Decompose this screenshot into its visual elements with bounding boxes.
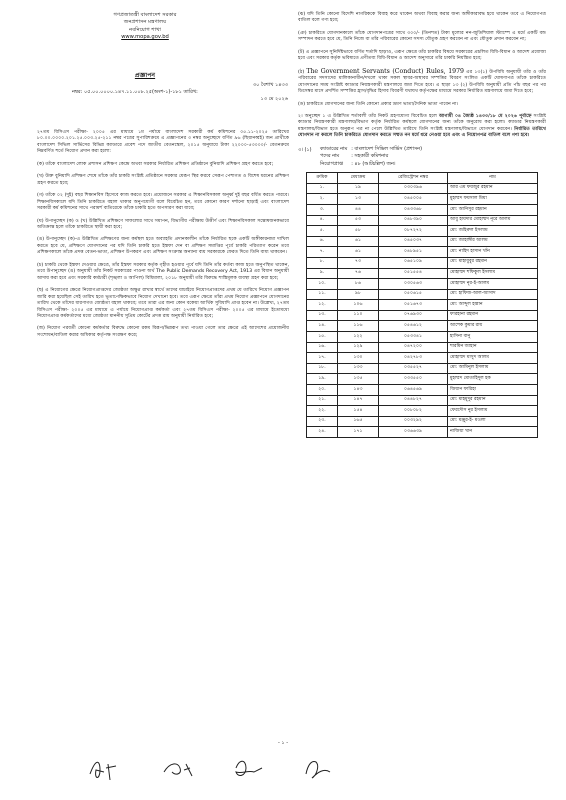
table-row xyxy=(307,289,538,300)
cell-merit: ৫৮ xyxy=(338,226,379,237)
letterhead xyxy=(0,12,290,42)
appointee-table xyxy=(306,172,538,438)
table-row xyxy=(307,257,538,268)
signature-mark xyxy=(306,762,330,779)
cell-serial: ৪. xyxy=(307,215,338,226)
joining-text-2: সংশ্লিষ্ট ক্যাডার নিয়ন্ত্রণকারী মন্ত্রণালয়/বিভাগ কর্তৃক নির্ধারিত কর্মস্থলে যোগদানের জন্য তাঁকে অনুরোধ করা হলো। ক্যাডার নিয়ন্ত্রণকারী মন্ত্রণালয়/বিভাগ হতে অনুরূপ পত্র না পেলে উল্লিখিত তারিখে তিনি সংশ্লিষ্ট মন্ত্রণালয়/বিভাগে যোগদান করবেন। xyxy=(298,113,546,132)
cell-serial: ৯. xyxy=(307,268,338,279)
cell-merit: ৮৬ xyxy=(338,279,379,290)
cell-name: হাসিনা বানু xyxy=(448,332,538,343)
cell-registration: ০৪২৭৮৩ xyxy=(379,353,448,364)
condition-jha: (ঝ) যদি তিনি কোনো বিদেশি নাগরিককে বিবাহ করে থাকেন অথবা বিবাহ করার জন্য অঙ্গীকারাবদ্ধ হয়ে থাকেন তবে এ নিয়োগপত্র বাতিল বলে গণ্য হবে; xyxy=(298,12,546,24)
post-info-label: পদের নাম xyxy=(320,153,340,160)
cell-registration: ০৪৩৩৬৮ xyxy=(379,204,448,215)
bengali-date: ৩০ বৈশাখ ১৪৩৩ xyxy=(252,82,288,88)
condition-gha: (ঘ) উপানুচ্ছেদ (ক) ও (খ) উল্লিখিত প্রশিক্ষণে সাফল্যের সাথে সমাপন, বিভাগীয় পরীক্ষায় উত্তীর্ণ এবং শিক্ষানবিসকাল সন্তোষজনকভাবে অতিক্রান্ত হলে তাঁকে চাকরিতে স্থায়ী করা হবে; xyxy=(37,218,289,230)
header-merit: মেধাক্রম xyxy=(338,173,379,184)
cell-serial: ২১. xyxy=(307,395,338,406)
cell-serial: ৭. xyxy=(307,247,338,258)
condition-ka: (ক) তাঁকে বাংলাদেশ লোক প্রশাসন প্রশিক্ষণ কেন্দ্রে অথবা সরকার নির্ধারিত প্রশিক্ষণ প্রতিষ্ঠানে বুনিয়াদি প্রশিক্ষণ গ্রহণ করতে হবে; xyxy=(37,161,274,167)
post-info-value: : বাংলাদেশ সিভিল সার্ভিস (প্রশাসন) xyxy=(351,145,423,152)
condition-tha xyxy=(298,69,546,96)
cell-serial: ৩. xyxy=(307,204,338,215)
cell-merit: ১৫৪ xyxy=(338,406,379,417)
cell-name: জিয়ান ফারিহা xyxy=(448,385,538,396)
post-info-label: ক্যাডারের নাম xyxy=(320,145,348,152)
post-info-row xyxy=(320,153,426,160)
cell-serial: ১৮. xyxy=(307,363,338,374)
condition-da: (ড) চাকরিতে যোগদানের জন্য তিনি কোনো প্রকার ভ্রমণ ভাতা/দৈনিক ভাতা পাবেন না। xyxy=(298,101,459,107)
post-info-row xyxy=(320,161,426,168)
notification-caption: প্রজ্ঞাপন xyxy=(134,72,156,79)
cell-registration: ০৪৫০০৫ xyxy=(379,194,448,205)
cell-name: মোহাম্মদ নূর-ই-আলম xyxy=(448,279,538,290)
post-info-table xyxy=(320,146,426,168)
cell-registration: ০৮৭২৭২ xyxy=(379,226,448,237)
table-row xyxy=(307,353,538,364)
table-row xyxy=(307,395,538,406)
cell-name: নাজিয়া খান xyxy=(448,427,538,438)
cell-registration: ০৩৫৫২৭ xyxy=(379,363,448,374)
cell-name: আবু হায়দার মোহাম্মদ নূরে আলম xyxy=(448,215,538,226)
cell-merit: ৪৪ xyxy=(338,204,379,215)
cell-name: শারমিন জাহান xyxy=(448,342,538,353)
cell-name: ফেরদৌস নুর ইসলাম xyxy=(448,406,538,417)
cell-merit: ১৩৫ xyxy=(338,374,379,385)
table-row xyxy=(307,342,538,353)
cell-merit: ৬১ xyxy=(338,247,379,258)
post-info-block xyxy=(298,146,546,168)
cell-registration: ০৭৬৯৩০ xyxy=(379,310,448,321)
condition-nya: (ঞ) চাকরিতে যোগদানকালে তাঁকে যোগদানপত্রের সাথে ৩০০/- (তিনশত) টাকা মূল্যের নন-জুডিশিয়াল স্ট্যাম্পে এ মর্মে একটি বন্ড সম্পাদন করতে হবে যে, তিনি নিজে বা তাঁর পরিবারের কোনো সদস্য যৌতুক গ্রহণ করবেন না এবং যৌতুক প্রদান করবেন না; xyxy=(298,30,546,43)
cell-serial: ১০. xyxy=(307,279,338,290)
cell-name: ফারহানা রহমান xyxy=(448,310,538,321)
cell-serial: ১১. xyxy=(307,289,338,300)
header-registration: রেজিস্ট্রেশন নম্বর xyxy=(379,173,448,184)
cell-serial: ১৯. xyxy=(307,374,338,385)
cell-merit: ১১০ xyxy=(338,310,379,321)
cell-registration: ০৫৪৬১২ xyxy=(379,321,448,332)
joining-date: আগামী ০৪ জ্যৈষ্ঠ ১৪৩৩/১৮ মে ২০২৬ পূর্বাহ্নে xyxy=(438,113,532,119)
post-info-value: : সহকারী কমিশনার xyxy=(351,153,389,160)
cell-merit: ১৪৭ xyxy=(338,395,379,406)
cell-name: মো: আমিনুল ইসলাম xyxy=(448,363,538,374)
cell-serial: ১৬. xyxy=(307,342,338,353)
cell-registration: ০০৮০৮২ xyxy=(379,406,448,417)
cell-name: আর এম ফয়জুর রহমান xyxy=(448,183,538,194)
table-row xyxy=(307,226,538,237)
cell-name: মো: আব্দুল হান্নান xyxy=(448,300,538,311)
cell-serial: ৮. xyxy=(307,257,338,268)
post-info-label: নিয়োগপ্রাপ্ত xyxy=(320,160,343,167)
cell-registration: ০৪৫০৩৭ xyxy=(379,236,448,247)
cell-merit: ১৯ xyxy=(338,183,379,194)
cell-serial: ১৭. xyxy=(307,353,338,364)
cell-name: মো: জহিরুল ইসলাম xyxy=(448,226,538,237)
cell-registration: ০৪৪৮২৭ xyxy=(379,395,448,406)
section-name: নবনিয়োগ শাখা xyxy=(129,26,161,33)
table-row xyxy=(307,236,538,247)
header-name: নাম xyxy=(448,173,538,184)
cell-serial: ৫. xyxy=(307,226,338,237)
cell-serial: ২৩. xyxy=(307,416,338,427)
cell-merit: ১৩৩ xyxy=(338,363,379,374)
cell-name: মো: নাহিদ হাসান খাঁন xyxy=(448,247,538,258)
table-row xyxy=(307,310,538,321)
cell-name: মোহাম্মদ শফিকুল ইসলাম xyxy=(448,268,538,279)
cell-name: মো: মাহমুদুর রহমান xyxy=(448,395,538,406)
cell-name: মুহাম্মদ মোতাহিদুল হক xyxy=(448,374,538,385)
condition-ta: (ট) এ প্রজ্ঞাপনে সুনির্দিষ্টভাবে বর্ণিত শর্তাদি ছাড়াও, এরূপ ক্ষেত্রে তাঁর চাকরির বিষয়ে সরকারের প্রচলিত বিধি-বিধান ও আদেশ প্রযোজ্য হবে এবং সরকার কর্তৃক ভবিষ্যতে প্রণীতব্য বিধি-বিধান ও আদেশ অনুসারে তাঁর চাকরি নিয়ন্ত্রিত হবে; xyxy=(298,49,546,62)
table-body xyxy=(307,183,538,437)
cell-serial: ১৪. xyxy=(307,321,338,332)
cell-registration: ০৫১৬৭৩ xyxy=(379,300,448,311)
right-column xyxy=(298,12,546,438)
table-row xyxy=(307,332,538,343)
cell-merit: ১৬৫ xyxy=(338,416,379,427)
cell-registration: ০৩৬৬৩৯ xyxy=(379,427,448,438)
cell-serial: ২০. xyxy=(307,385,338,396)
table-row xyxy=(307,279,538,290)
cell-merit: ৯৮ xyxy=(338,289,379,300)
table-row xyxy=(307,406,538,417)
conduct-rules-title: The Government Servants (Conduct) Rules, 1979 xyxy=(306,67,464,75)
page-number: - ১ - xyxy=(277,740,289,746)
website-link[interactable]: www.mopa.gov.bd xyxy=(121,34,169,41)
table-row xyxy=(307,385,538,396)
cell-merit: ১২২ xyxy=(338,332,379,343)
cell-registration: ০৪৮৩৯০ xyxy=(379,215,448,226)
signature-mark xyxy=(236,761,262,775)
memo-date-block xyxy=(72,82,292,104)
condition-kha: (খ) উক্ত বুনিয়াদি প্রশিক্ষণ শেষে তাঁকে তাঁর চাকরি সংশ্লিষ্ট প্রতিষ্ঠানে সরকার যেরূপ স্থির করবে সেরূপ পেশাগত ও বিশেষ ধরনের প্রশিক্ষণ গ্রহণ করতে হবে; xyxy=(37,174,289,186)
condition-ga: (গ) তাঁকে ০২ (দুই) বছর শিক্ষানবিস হিসেবে কাজ করতে হবে। প্রয়োজনে সরকার এ শিক্ষানবিসকাল অনূর্ধ্ব দুই বছর বর্ধিত করতে পারবে। শিক্ষানবিসকালে যদি তিনি চাকরিতে বহাল থাকার অনুপযোগী বলে বিবেচিত হন, তবে কোনো কারণ দর্শানো ছাড়াই এবং বাংলাদেশ সরকারী কর্ম কমিশনের সাথে পরামর্শ ব্যতিরেকে তাঁকে চাকরি হতে অপসারণ করা যাবে; xyxy=(37,193,289,212)
cell-serial: ১৩. xyxy=(307,310,338,321)
table-row xyxy=(307,183,538,194)
condition-uo: (ঙ) উপানুচ্ছেদ (ক)-এ উল্লিখিত প্রশিক্ষণের জন্য কর্মস্থল হতে অব্যাহতি প্রদানকালীন তাঁকে নির্ধারিত ছকে একটি অঙ্গীকারনামা দাখিল করতে হবে যে, প্রশিক্ষণে যোগদানের পর যদি তিনি চাকরি হতে ইস্তফা দেন বা প্রশিক্ষণ সমাপ্তির পূর্বে চাকরি পরিত্যাগ করেন তবে প্রশিক্ষণকালে তাঁকে প্রদত্ত বেতন-ভাতা, প্রশিক্ষণ উপকরণ এবং প্রশিক্ষণ সংক্রান্ত অন্যান্য ব্যয় সরকারকে ফেরত দিতে তিনি বাধ্য থাকবেন। xyxy=(37,237,289,256)
cell-merit: ১৩০ xyxy=(338,353,379,364)
joining-warning: নির্ধারিত তারিখে যোগদান না করলে তিনি চাকরিতে যোগদান করতে সম্মত নন মর্মে ধরে নেওয়া হবে এবং এ নিয়োগপত্র বাতিল বলে গণ্য হবে। xyxy=(298,126,547,139)
table-row xyxy=(307,321,538,332)
government-name: গণপ্রজাতন্ত্রী বাংলাদেশ সরকার xyxy=(113,12,177,18)
cell-registration: ০৩০৫৬৩ xyxy=(379,279,448,290)
section-number: ৩। (১) xyxy=(298,146,312,153)
joining-text: ২। অনুচ্ছেদ ১ এ উল্লিখিত শর্তাবলী তাঁর নিকট গ্রহণযোগ্য বিবেচিত হলে xyxy=(298,113,439,119)
table-row xyxy=(307,268,538,279)
joining-paragraph xyxy=(298,114,546,140)
table-row xyxy=(307,427,538,438)
memo-number: নম্বর: ০৫.০০.০০০০.১৪৭.১১.০০৮.২৫(অংশ-১)-১৮১ তারিখ: xyxy=(72,89,198,96)
conduct-rules-text: এর ১৩(১) উপবিধি অনুযায়ী তাঁর ও তাঁর পরিবারের সদস্যদের মালিকানাধীন/দখলে থাকা সকল স্থাবর-অস্থাবর সম্পত্তির বিবরণ সংলিত একটি ঘোষণাপত্র তাঁকে চাকরিতে যোগদানের সময় সংশ্লিষ্ট ক্যাডার নিয়ন্ত্রণকারী মন্ত্রণালয়ে জমা দিতে হবে। এ ছাড়া ১৩ (২) উপবিধি অনুযায়ী প্রতি পাঁচ বছর পর পর ডিসেম্বর মাসে প্রদর্শিত সম্পত্তির হ্রাস/বৃদ্ধির হিসাব বিবরণী যথাযথ কর্তৃপক্ষের মাধ্যমে সরকার নির্ধারিত মন্ত্রণালয়ে জমা দিতে হবে; xyxy=(298,69,546,95)
cell-merit: ৬১ xyxy=(338,236,379,247)
cell-serial: ৬. xyxy=(307,236,338,247)
cell-serial: ১. xyxy=(307,183,338,194)
table-row xyxy=(307,204,538,215)
cell-name: মুহাম্মদ ফয়সাল মিয়া xyxy=(448,194,538,205)
condition-ja: (জ) নিয়োগ পরবর্তী কোনো কর্মকর্তার বিরুদ্ধে কোনো রকম বিরূপ/ভিন্নরূপ তথ্য পাওয়া গেলে তার ক্ষেত্রে এই আদেশের প্রয়োজনীয় সংশোধন/বাতিল করার অধিকার কর্তৃপক্ষ সংরক্ষণ করে; xyxy=(37,326,289,338)
cell-serial: ২২. xyxy=(307,406,338,417)
cell-merit: ১৩ xyxy=(338,194,379,205)
cell-registration: ০৪৮৯৫১ xyxy=(379,247,448,258)
cell-serial: ২. xyxy=(307,194,338,205)
cell-merit: ৭৬ xyxy=(338,268,379,279)
cell-registration: ০৪৭২০০ xyxy=(379,342,448,353)
cell-merit: ১৪৩ xyxy=(338,385,379,396)
cell-registration: ০৬৫১০৯ xyxy=(379,257,448,268)
cell-registration: ০৩৩৫৫০ xyxy=(379,374,448,385)
cell-registration: ০৫৩৩৪১ xyxy=(379,332,448,343)
post-info-value: : ৪৮ (আটচল্লিশ) জন। xyxy=(351,160,396,167)
initials-signatures xyxy=(86,750,346,786)
table-row xyxy=(307,374,538,385)
cell-name: মো: আনিসুর রহমান xyxy=(448,204,538,215)
table-row xyxy=(307,194,538,205)
cell-registration: ০৬৪৫৬৯ xyxy=(379,385,448,396)
cell-merit: ৭৩ xyxy=(338,257,379,268)
cell-name: আশেক কুমার রায় xyxy=(448,321,538,332)
signature-mark xyxy=(164,764,192,776)
cell-name: মো: মঞ্জুর-ই- মওলা xyxy=(448,416,538,427)
cell-registration: ০৫০৬১৫ xyxy=(379,289,448,300)
cell-merit: ৫৩ xyxy=(338,215,379,226)
cell-name: মো: হাফিজ-আল-আসাদ xyxy=(448,289,538,300)
cell-registration: ০৫১৫৫৪ xyxy=(379,268,448,279)
table-header-row xyxy=(307,173,538,184)
table-row xyxy=(307,247,538,258)
table-row xyxy=(307,215,538,226)
table-row xyxy=(307,363,538,374)
condition-chha: (ছ) এ নিয়োগের ক্ষেত্রে নিয়োগপ্রাপ্তদের জ্যেষ্ঠতা অক্ষুণ্ণ রাখার স্বার্থে তাদের যাচাইয়ে নিয়োগপ্রাপ্তদের প্রথম যে তারিখে নিয়োগ প্রজ্ঞাপন জারি করা হয়েছিল সেই তারিখ হতে ভূতাপেক্ষিকভাবে নিয়োগ দেখানো হবে। তবে এরূপ ক্ষেত্রে তাঁরা প্রথম নিয়োগ প্রজ্ঞাপনে যোগদানের তারিখ থেকে তাঁদের ধারণাগত জ্যেষ্ঠতা বহাল থাকবে; তবে তারা এর জন্য কোন বকেয়া আর্থিক সুবিধাদি প্রাপ্ত হবেন না। উল্লেখ্য, ২৭তম বিসিএস পরীক্ষা- ২০০৫ এর মাধ্যমে এ পর্যায়ে নিয়োগপ্রাপ্ত কর্মকর্তা এবং ২৭তম বিসিএস পরীক্ষা- ২০০৫ এর মাধ্যমে ইতোমধ্যে নিয়োগপ্রাপ্ত কর্মকর্তাদের মধ্যে জ্যেষ্ঠতা মাননীয় সুপ্রিম কোর্টের প্রদত্ত রায় অনুযায়ী নির্ধারিত হবে; xyxy=(37,288,289,319)
cell-registration: ০৩০৩৯৬ xyxy=(379,183,448,194)
cell-serial: ১২. xyxy=(307,300,338,311)
english-date: ১৩ মে ২০২৬ xyxy=(260,96,288,103)
cell-name: মোহাম্মদ মাসুদ আলম xyxy=(448,353,538,364)
intro-paragraph: ২৭তম বিসিএস পরীক্ষা- ২০০৫ এর মাধ্যমে ১ম পর্যায়ে বাংলাদেশ সরকারী কর্ম কমিশনের ০৫.১১-২০২৫ তারিখের ৮০.০০.০০০০.২০১.২৫.০০৩.২৫-২১১ নম্বর পত্রের সুপারিশক্রমে এ প্রজ্ঞাপনের ৩ নম্বর অনুচ্ছেদে বর্ণিত ৯৬ (ছিয়ানব্বই) জন প্রার্থীকে বাংলাদেশ সিভিল সার্ভিসের বিভিন্ন ক্যাডারে প্রবেশ পদে জাতীয় বেতনস্কেল, ২০১৫ অনুযায়ে টাকা ২২০০০-৫৩০০০/- বেতনক্রমে নিম্নবর্ণিত শর্তে নিয়োগ প্রদান করা হলো: xyxy=(37,130,289,155)
ministry-name: জনপ্রশাসন মন্ত্রণালয় xyxy=(123,19,167,26)
cell-name: মো: জাহাঙ্গীর আলম xyxy=(448,236,538,247)
table-row xyxy=(307,416,538,427)
condition-cha: (চ) চাকরি থেকে ইস্তফা দেওয়ার ক্ষেত্রে, তাঁর ইস্তফা সরকার কর্তৃক গৃহীত হওয়ার পূর্বে যদি তিনি তাঁর কর্তব্য কাজ হতে অনুপস্থিত থাকেন, তবে উপানুচ্ছেদ (ঙ) অনুযায়ী তাঁর নিকট সরকারের পাওনা অর্থ The Public Demands Recovery Act, 1913 এর বিধান অনুযায়ী আদায় করা হবে এবং সরকারি কর্মচারী (শৃঙ্খলা ও আপিল) বিধিমালা, ২০১৮ অনুযায়ী তাঁর বিরুদ্ধে শাস্তিমূলক ব্যবস্থা গ্রহণ করা হবে; xyxy=(37,262,289,281)
cell-serial: ১৫. xyxy=(307,332,338,343)
cell-merit: ১১৬ xyxy=(338,321,379,332)
cell-merit: ১২৯ xyxy=(338,342,379,353)
cell-serial: ২৪. xyxy=(307,427,338,438)
cell-merit: ১০৬ xyxy=(338,300,379,311)
signature-mark xyxy=(90,762,116,780)
header-serial: ক্রমিক xyxy=(307,173,338,184)
left-column xyxy=(37,130,289,345)
conduct-prefix: (ঠ) xyxy=(298,69,307,75)
cell-merit: ১৭১ xyxy=(338,427,379,438)
cell-registration: ০০৩২৯২ xyxy=(379,416,448,427)
cell-name: মো: মাহাবুবুর রহমান xyxy=(448,257,538,268)
table-row xyxy=(307,300,538,311)
